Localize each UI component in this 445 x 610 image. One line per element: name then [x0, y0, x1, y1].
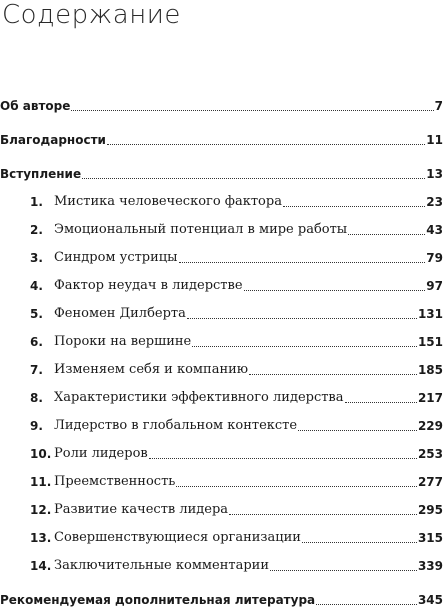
toc-entry-title: Рекомендуемая дополнительная литература	[0, 593, 316, 607]
dot-leader	[316, 603, 417, 605]
chapter-number: 4.	[30, 279, 43, 293]
chapter-number: 6.	[30, 335, 43, 349]
toc-entry[interactable]	[0, 444, 445, 464]
chapter-number: 11.	[30, 475, 52, 489]
toc-entry-title: Совершенствующиеся организации	[54, 530, 301, 545]
chapter-number: 8.	[30, 391, 43, 405]
dot-leader	[302, 541, 417, 543]
dot-leader	[270, 569, 417, 571]
toc-entry-page: 11	[426, 133, 443, 147]
toc-entry[interactable]	[0, 590, 445, 610]
toc-entry-title: Фактор неудач в лидерстве	[54, 278, 243, 293]
toc-entry-page: 295	[417, 503, 443, 517]
toc-entry[interactable]	[0, 472, 445, 492]
toc-entry-title: Синдром устрицы	[54, 250, 178, 265]
dot-leader	[176, 485, 417, 487]
toc-entry[interactable]	[0, 192, 445, 212]
toc-entry-page: 277	[417, 475, 443, 489]
toc-entry[interactable]	[0, 164, 445, 184]
toc-entry-page: 185	[417, 363, 443, 377]
toc-entry-title: Благодарности	[0, 133, 106, 147]
toc-entry-title: Заключительные комментарии	[54, 558, 269, 573]
toc-entry[interactable]	[0, 304, 445, 324]
toc-entry-title: Эмоциональный потенциал в мире работы	[54, 222, 348, 237]
toc-entry[interactable]	[0, 248, 445, 268]
dot-leader	[283, 205, 425, 207]
chapter-number: 7.	[30, 363, 43, 377]
toc-entry[interactable]	[0, 388, 445, 408]
dot-leader	[187, 317, 417, 319]
toc-entry-page: 229	[417, 419, 443, 433]
toc-entry-page: 151	[417, 335, 443, 349]
toc-entry-page: 345	[417, 593, 443, 607]
toc-entry[interactable]	[0, 360, 445, 380]
dot-leader	[345, 401, 417, 403]
toc-entry-page: 79	[426, 251, 443, 265]
toc-entry-page: 217	[417, 391, 443, 405]
dot-leader	[179, 261, 426, 263]
toc-entry-title: Преемственность	[54, 474, 176, 489]
toc-entry-title: Роли лидеров	[54, 446, 148, 461]
toc-entry-page: 253	[417, 447, 443, 461]
toc-entry-page: 97	[426, 279, 443, 293]
dot-leader	[229, 513, 417, 515]
toc-entry[interactable]	[0, 96, 445, 116]
toc-entry[interactable]	[0, 276, 445, 296]
toc-entry-title: Изменяем себя и компанию	[54, 362, 249, 377]
chapter-number: 13.	[30, 531, 52, 545]
toc-entry[interactable]	[0, 416, 445, 436]
chapter-number: 3.	[30, 251, 43, 265]
toc-entry-page: 13	[426, 167, 443, 181]
toc-entry-title: Вступление	[0, 167, 82, 181]
toc-entry-page: 43	[426, 223, 443, 237]
dot-leader	[192, 345, 417, 347]
toc-entry-title: Об авторе	[0, 99, 71, 113]
chapter-number: 5.	[30, 307, 43, 321]
toc-entry-title: Феномен Дилберта	[54, 306, 186, 321]
dot-leader	[82, 177, 425, 179]
toc-entry[interactable]	[0, 500, 445, 520]
dot-leader	[298, 429, 417, 431]
chapter-number: 12.	[30, 503, 52, 517]
toc-entry[interactable]	[0, 556, 445, 576]
toc-entry-title: Характеристики эффективного лидерства	[54, 390, 344, 405]
toc-entry-page: 7	[434, 99, 443, 113]
toc-entry-title: Мистика человеческого фактора	[54, 194, 282, 209]
toc-entry[interactable]	[0, 332, 445, 352]
toc-entry[interactable]	[0, 130, 445, 150]
chapter-number: 10.	[30, 447, 52, 461]
chapter-number: 14.	[30, 559, 52, 573]
toc-entry-title: Развитие качеств лидера	[54, 502, 229, 517]
toc-entry[interactable]	[0, 528, 445, 548]
page-title: Содержание	[2, 0, 181, 30]
toc-entry-page: 131	[417, 307, 443, 321]
chapter-number: 2.	[30, 223, 43, 237]
toc-entry-title: Лидерство в глобальном контексте	[54, 418, 298, 433]
toc-entry-page: 315	[417, 531, 443, 545]
dot-leader	[348, 233, 425, 235]
toc-entry-page: 23	[426, 195, 443, 209]
chapter-number: 1.	[30, 195, 43, 209]
dot-leader	[244, 289, 426, 291]
toc-entry-page: 339	[417, 559, 443, 573]
toc-entry[interactable]	[0, 220, 445, 240]
dot-leader	[71, 109, 433, 111]
dot-leader	[107, 143, 425, 145]
toc-entry-title: Пороки на вершине	[54, 334, 192, 349]
dot-leader	[249, 373, 417, 375]
dot-leader	[149, 457, 417, 459]
chapter-number: 9.	[30, 419, 43, 433]
